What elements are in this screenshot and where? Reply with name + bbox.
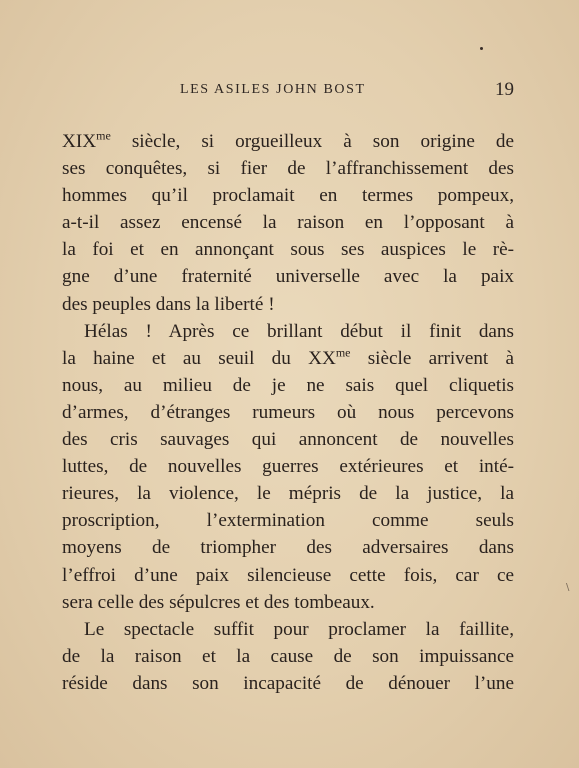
ink-speck [480,47,483,50]
text-line: nous, au milieu de je ne sais quel cliquetis [62,374,514,396]
text-line: moyens de triompher des adversaires dans [62,537,514,559]
body-text [62,128,514,697]
page-number: 19 [495,79,514,100]
text-line: de la raison et la cause de son impuissance [62,645,514,667]
text-line: réside dans son incapacité de dénouer l’une [62,672,514,694]
text-line: hommes qu’il proclamait en termes pompeux, [62,185,514,207]
text-line: d’armes, d’étranges rumeurs où nous percevons [62,401,514,423]
text-line: ses conquêtes, si fier de l’affranchissement des [62,158,514,180]
text-line: des cris sauvages qui annoncent de nouvelles [62,429,514,451]
paragraph-start-line: Le spectacle suffit pour proclamer la faillite, [84,618,514,640]
text-line: gne d’une fraternité universelle avec la paix [62,266,514,288]
paragraph-start-line: Hélas ! Après ce brillant début il finit dans [84,320,514,342]
text-line: proscription, l’extermination comme seuls [62,510,514,532]
text-line: rieures, la violence, le mépris de la justice, la [62,483,514,505]
text-line: l’effroi d’une paix silencieuse cette fois, car ce [62,564,514,586]
text-line: des peuples dans la liberté ! [62,293,275,315]
margin-mark: \ [566,582,570,593]
text-line: sera celle des sépulcres et des tombeaux. [62,591,375,613]
text-line: la foi et en annonçant sous ses auspices le rè- [62,239,514,261]
text-line: luttes, de nouvelles guerres extérieures et inté- [62,456,514,478]
text-line: $XIX^{me}$ siècle, si orgueilleux à son origine de [62,128,514,152]
page-header [62,80,514,102]
running-head: LES ASILES JOHN BOST [180,82,366,97]
text-line: a-t-il assez encensé la raison en l’opposant à [62,212,514,234]
text-line: la haine et au seuil du $XX^{me}$ siècle arrivent à [62,345,514,369]
